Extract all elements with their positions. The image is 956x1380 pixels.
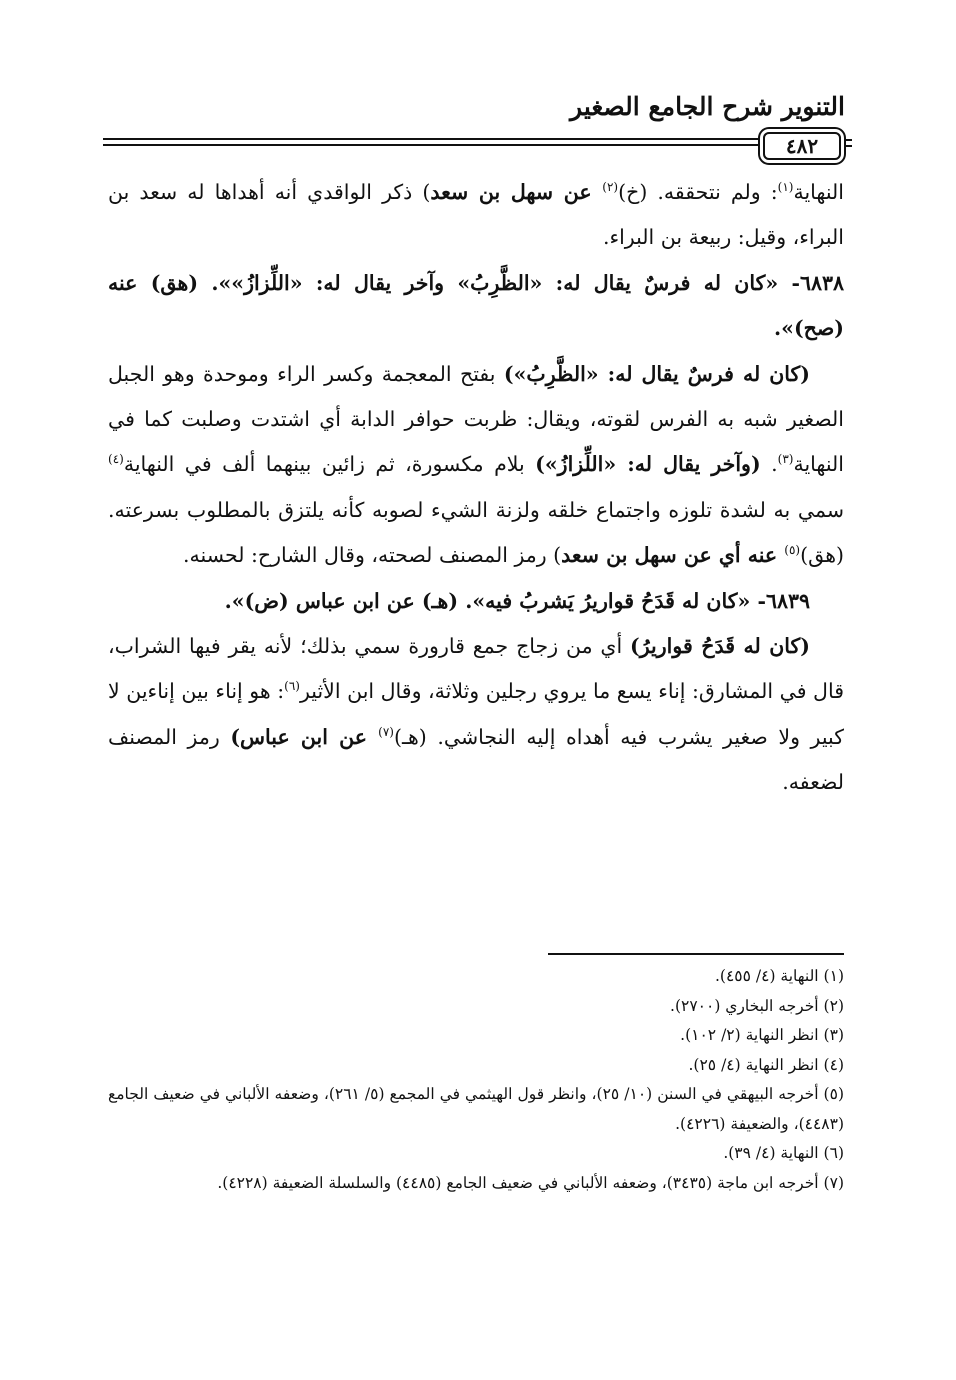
text-run: النهاية [793,180,844,204]
footnote-number: (٤) [823,1055,844,1074]
footnote-number: (٢) [823,996,844,1015]
footnote-text: النهاية (٤/ ٣٩). [723,1144,824,1162]
footnote [108,1080,844,1139]
hadith-text: ٦٨٣٩- «كان له قَدَحُ قواريرُ يَشربُ فيه». (هـ) عن ابن عباس (ض)». [224,588,810,613]
text-run: رمز المصنف لضعفه. [108,724,844,795]
bold-run: عن سهل بن سعد [430,180,603,204]
paragraph-5 [108,624,844,806]
footnote-number: (٦) [823,1144,844,1162]
footnote-text: انظر النهاية (٢/ ١٠٢). [680,1026,824,1044]
footnote-number: (٣) [823,1026,844,1044]
footnote-ref: (٧) [378,725,394,740]
footnote [108,1051,844,1081]
bold-run: (وآخر يقال له: «اللِّزازُ») [535,452,761,477]
footnote-ref: (٢) [602,180,619,195]
footnote [108,962,844,992]
footnote [108,992,844,1022]
footnotes [108,962,844,1198]
text-run: أي من زجاج جمع قارورة سمي بذلك؛ لأنه يقر فيها الشراب، قال في المشارق: إناء يسع ما يروي رجلين وثلاثة، وقال ابن الأثير [108,634,844,704]
footnote-text: النهاية (٤/ ٤٥٥). [714,967,824,985]
text-run: ) ذكر الواقدي أنه أهداها له سعد بن البراء، وقيل: ربيعة بن البراء. [108,180,844,250]
footnote-ref: (١) [777,180,794,195]
text-run: . [760,452,778,477]
footnote-ref: (٥) [784,543,801,558]
main-text [108,170,844,806]
bold-run: عنه أي عن سهل بن سعد [561,543,785,568]
text-run: : ولم نتحققه. (خ) [618,180,778,204]
hadith-6838 [108,261,844,352]
footnote-text: أخرجه البيهقي في السنن (١٠/ ٢٥)، وانظر قول الهيثمي في المجمع (٥/ ٢٦١)، وضعفه الألباني في ضعيف الجامع (٤٤٨٣)، والضعيفة (٤٢٢٦). [108,1085,844,1133]
text-run: سمي به لشدة تلوزه واجتماع خلقه ولزنة الشيء لصوبه كأنه يلتزق بالمطلوب بسرعته. (هق) [108,497,844,568]
hadith-text: ٦٨٣٨- «كان له فرسٌ يقال له: «الظَّرِبُ» وآخر يقال له: «اللِّزازُ»». (هق) عنه (صح)». [108,270,844,341]
footnote-ref: (٦) [284,679,300,694]
footnote-number: (٧) [823,1173,844,1192]
footnote-separator [548,953,844,955]
text-run: ) رمز المصنف لصحته، وقال الشارح: لحسنه. [183,543,562,568]
footnote-number: (٥) [823,1085,844,1103]
footnote-text: أخرجه البخاري (٢٧٠٠). [670,996,824,1015]
text-run: : هو إناء بين إناءين لا كبير ولا صغير يشرب فيه أهداه إليه النجاشي. (هـ) [108,679,845,749]
bold-run: (كان له قَدَحُ قواريرُ) [630,634,810,659]
footnote-text: انظر النهاية (٤/ ٢٥). [688,1055,824,1074]
footnote-ref: (٣) [777,452,794,467]
footnote [108,1169,844,1199]
footnote [108,1139,844,1169]
footnote-ref: (٤) [108,452,124,467]
header-rule [103,130,844,156]
running-header-title: التنوير شرح الجامع الصغير [570,92,845,121]
paragraph-1 [108,170,844,261]
hadith-6839 [108,579,844,624]
footnote [108,1021,844,1051]
header-end-mark [844,130,852,156]
bold-run: (كان له فرسٌ يقال له: «الظَّرِبُ») [503,361,811,386]
paragraph-3 [108,352,844,579]
footnote-number: (١) [823,967,844,985]
text-run: بلام مكسورة، ثم زائين بينهما ألف في النهاية [123,452,536,477]
footnote-text: أخرجه ابن ماجة (٣٤٣٥)، وضعفه الألباني في ضعيف الجامع (٤٤٨٥) والسلسلة الضعيفة (٤٢٢٨). [217,1173,824,1192]
text-run: بفتح المعجمة وكسر الراء وموحدة وهو الجبل الصغير شبه به الفرس لقوته، ويقال: ظربت حوافر الدابة أي اشتدت وصلبت كما في النهاية [108,361,844,477]
header-double-line [103,130,758,156]
page-number: ٤٨٢ [763,132,841,160]
bold-run: عن ابن عباس) [230,724,379,749]
